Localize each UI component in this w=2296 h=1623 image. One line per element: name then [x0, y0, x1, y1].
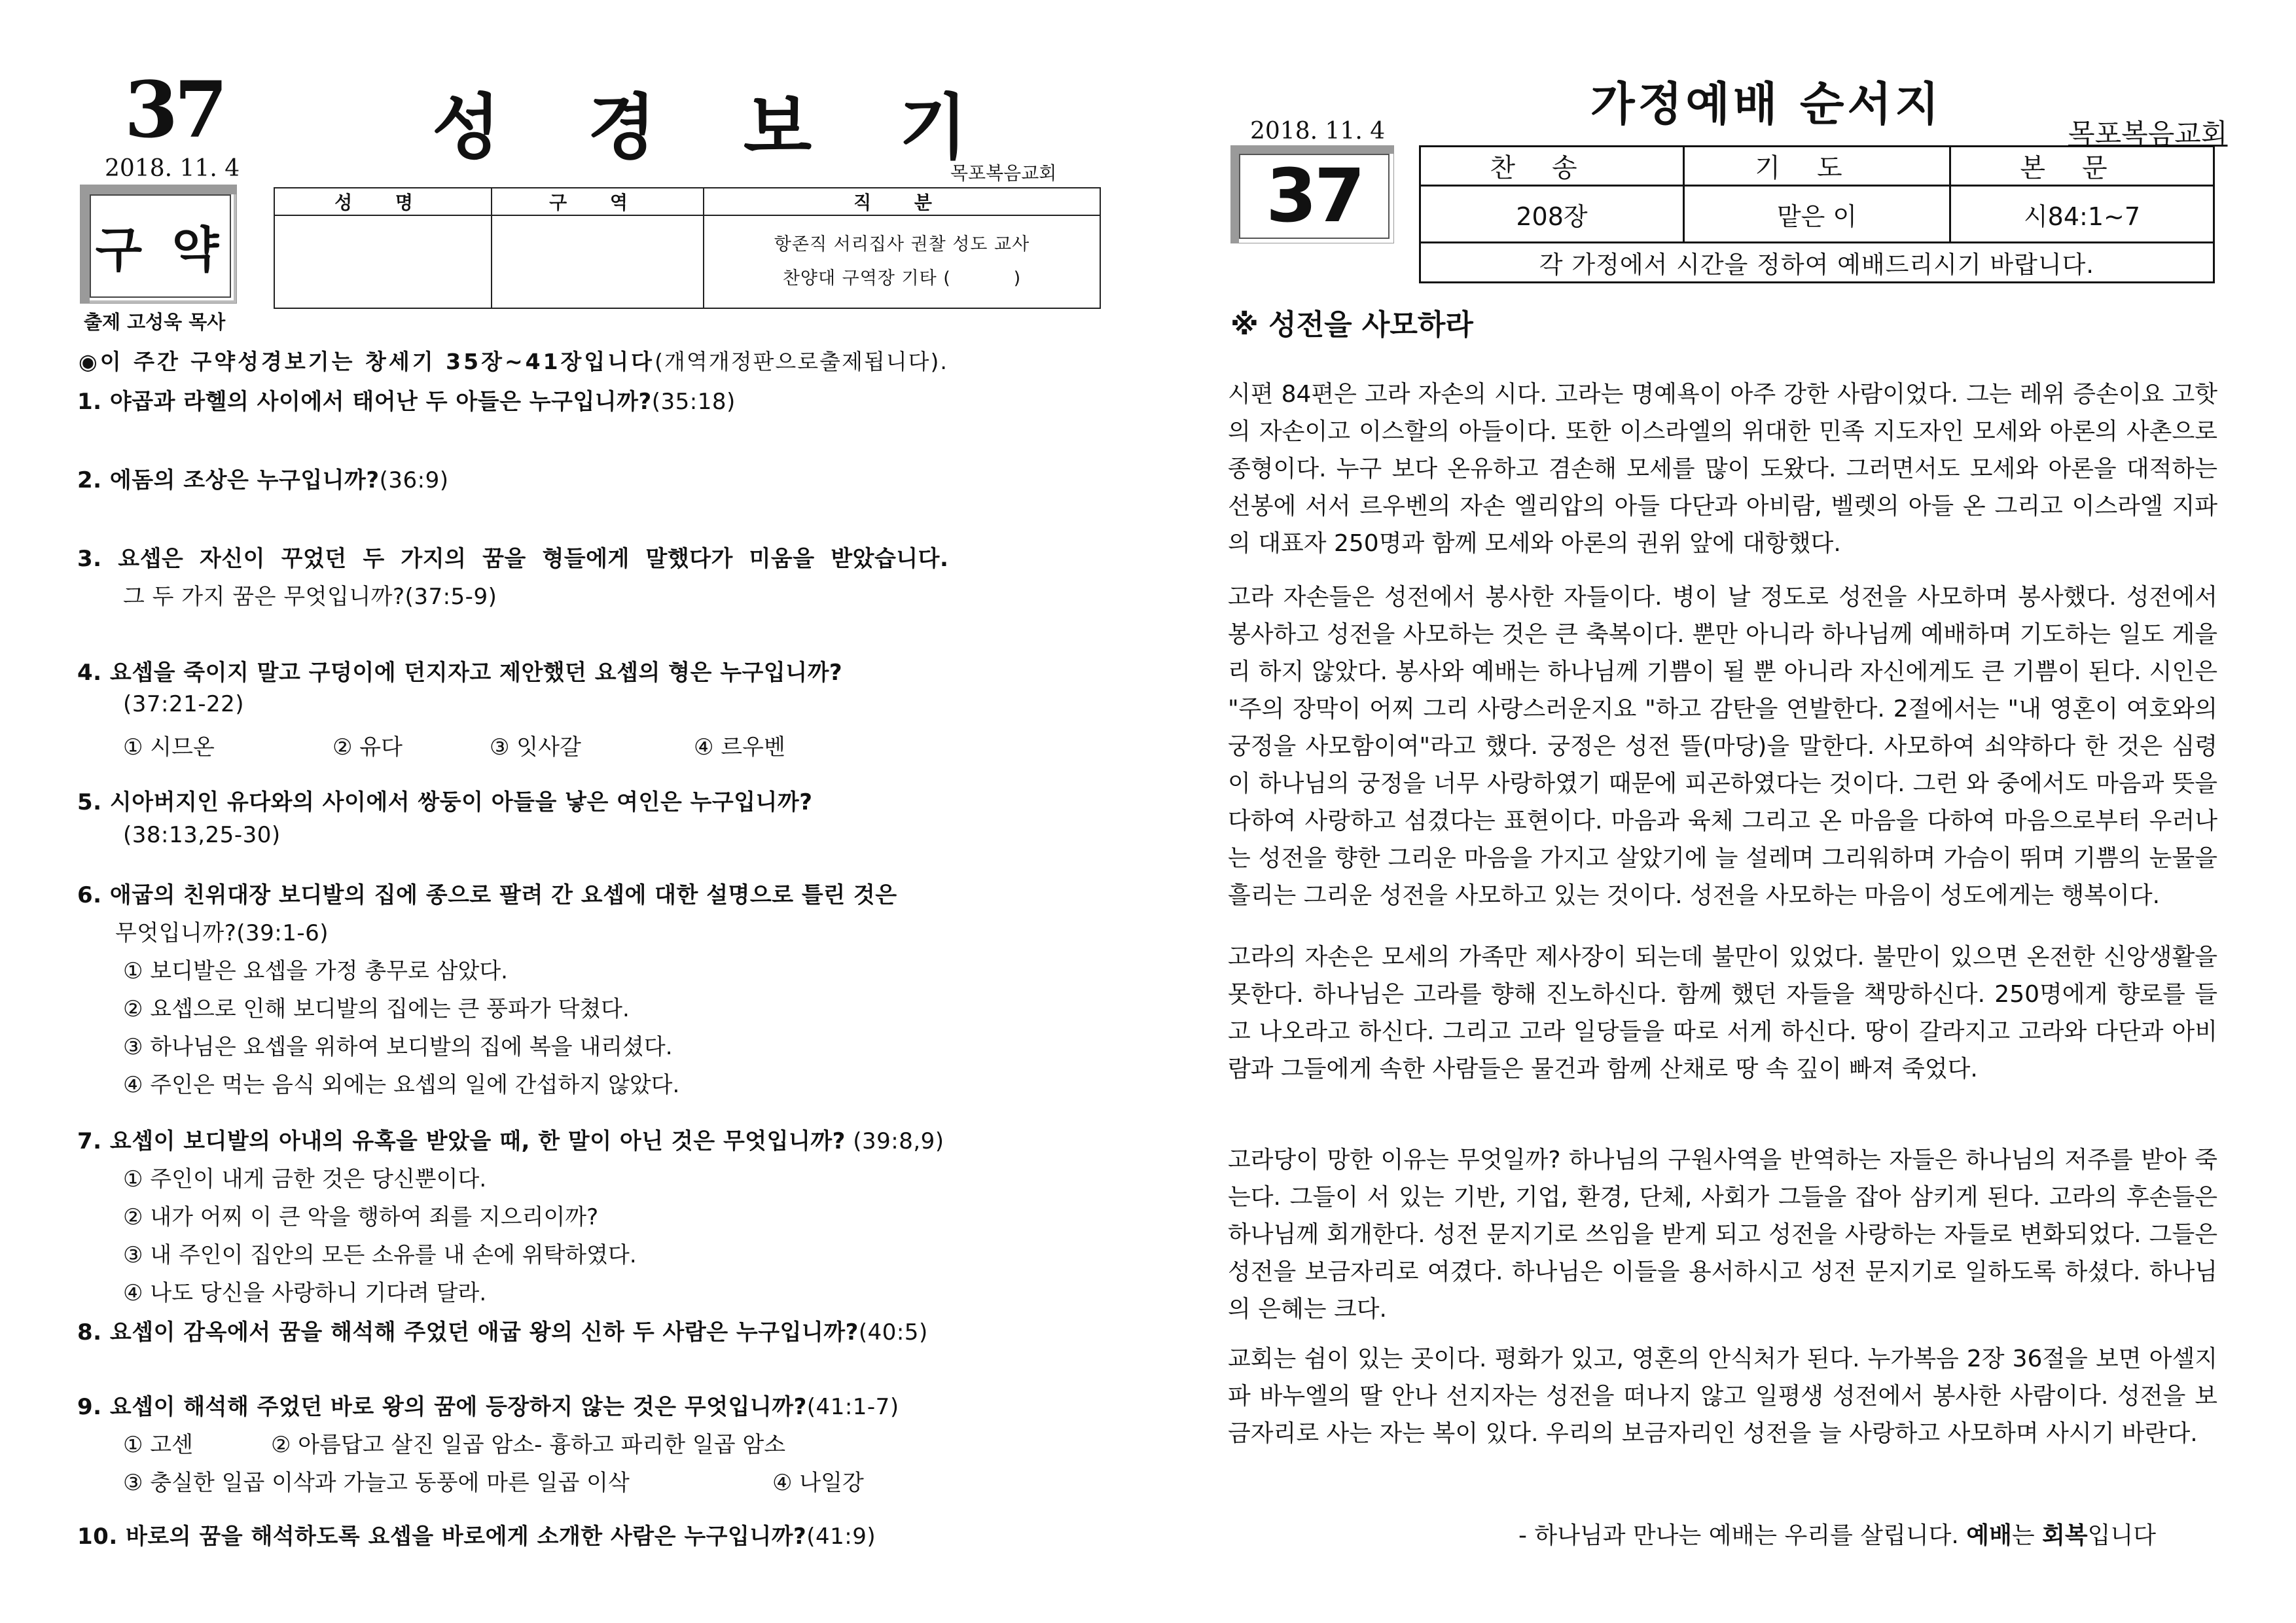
question-4: 4. 요셉을 죽이지 말고 구덩이에 던지자고 제안했던 요셉의 형은 누구입니까?	[77, 660, 843, 686]
question-10-text: 10. 바로의 꿈을 해석하도록 요셉을 바로에게 소개한 사람은 누구입니까?	[77, 1524, 807, 1550]
right-issue-badge	[1230, 145, 1394, 243]
sermon-paragraph-3: 고라의 자손은 모세의 가족만 제사장이 되는데 불만이 있었다. 불만이 있으면 온전한 신앙생활을 못한다. 하나님은 고라를 향해 진노하신다. 함께 했던 자들을 책망하신다. 250명에게 향로를 들고 나오라고 하신다. 그리고 고라 일당들을 따로 서게 하신다. 땅이 갈라지고 고라와 다단과 아비람과 그들에게 속한 사람들은 물건과 함께 산채로 땅 속 깊이 빠져 죽었다.	[1228, 944, 2217, 1082]
weekly-intro-note: (개역개정판으로출제됩니다).	[655, 349, 948, 374]
left-issue-number: 37	[124, 64, 224, 155]
prayer-value: 맡은 이	[1684, 186, 1950, 243]
question-6-option-2[interactable]: ② 요셉으로 인해 보디발의 집에는 큰 풍파가 닥쳤다.	[123, 996, 630, 1022]
old-testament-badge-label: 구 약	[90, 194, 231, 298]
question-4-option-3[interactable]: ③ 잇사갈	[490, 734, 581, 760]
weekly-intro-text: ◉이 주간 구약성경보기는 창세기 35장~41장입니다	[79, 349, 655, 374]
position-options[interactable]	[704, 215, 1100, 308]
quiz-author: 출제 고성욱 목사	[84, 311, 226, 333]
question-1	[77, 383, 736, 416]
closing-text-e: 입니다	[2087, 1522, 2156, 1549]
worship-note: 각 가정에서 시간을 정하여 예배드리시기 바랍니다.	[1420, 243, 2214, 283]
question-7-option-1[interactable]: ① 주인이 내게 금한 것은 당신뿐이다.	[123, 1166, 487, 1192]
question-7-option-2[interactable]: ② 내가 어찌 이 큰 악을 행하여 죄를 지으리이까?	[123, 1204, 599, 1230]
question-9	[77, 1389, 899, 1421]
question-10-ref: (41:9)	[806, 1524, 876, 1550]
question-6-line2: 무엇입니까?(39:1-6)	[115, 920, 329, 946]
question-9-option-4[interactable]: ④ 나일강	[772, 1470, 864, 1496]
scripture-value: 시84:1~7	[1950, 186, 2214, 243]
worship-order-table	[1419, 145, 2215, 283]
left-church-name: 목포복음교회	[950, 162, 1057, 184]
old-testament-badge	[80, 185, 237, 304]
question-5: 5. 시아버지인 유다와의 사이에서 쌍둥이 아들을 낳은 여인은 누구입니까?	[77, 789, 813, 815]
question-6-option-1[interactable]: ① 보디발은 요셉을 가정 총무로 삼았다.	[123, 958, 508, 984]
weekly-intro	[79, 345, 948, 376]
question-3-line2: 그 두 가지 꿈은 무엇입니까?(37:5-9)	[123, 584, 497, 610]
question-3: 3. 요셉은 자신이 꾸었던 두 가지의 꿈을 형들에게 말했다가 미움을 받았습니다.	[77, 546, 949, 572]
sermon-paragraph-5: 교회는 쉼이 있는 곳이다. 평화가 있고, 영혼의 안식처가 된다. 누가복음 2장 36절을 보면 아셀지파 바누엘의 딸 안나 선지자는 성전을 떠나지 않고 일평생 성전에서 봉사한 사람이다. 성전을 보금자리로 사는 자는 복이 있다. 우리의 보금자리인 성전을 늘 사랑하고 사모하며 사시기 바란다.	[1228, 1346, 2217, 1447]
sermon-paragraph-2: 고라 자손들은 성전에서 봉사한 자들이다. 병이 날 정도로 성전을 사모하며 봉사했다. 성전에서 봉사하고 성전을 사모하는 것은 큰 축복이다. 뿐만 아니라 하나님께 예배하며 기도하는 일도 게을리 하지 않았다. 봉사와 예배는 하나님께 기쁨이 될 뿐 아니라 자신에게도 큰 기쁨이 된다. 시인은 "주의 장막이 어찌 그리 사랑스러운지요 "하고 감탄을 연발한다. 2절에서는 "내 영혼이 여호와의 궁정을 사모함이여"라고 했다. 궁정은 성전 뜰(마당)을 말한다. 사모하여 쇠약하다 한 것은 심령이 하나님의 궁정을 너무 사랑하였기 때문에 피곤하였다는 것이다. 그런 와 중에서도 마음과 뜻을 다하여 사랑하고 섬겼다는 표현이다. 마음과 육체 그리고 온 마음을 다하여 마음으로부터 우러나는 성전을 향한 그리운 마음을 가지고 살았기에 늘 설레며 그리워하며 가슴이 뛰며 기쁨의 눈물을 흘리는 그리운 성전을 사모하고 있는 것이다. 성전을 사모하는 마음이 성도에게는 행복이다.	[1228, 584, 2217, 909]
position-options-line2: 찬양대 구역장 기타 ( )	[782, 268, 1022, 289]
question-2-ref: (36:9)	[379, 467, 449, 493]
left-page-title: 성 경 보 기	[432, 87, 999, 169]
question-6: 6. 애굽의 친위대장 보디발의 집에 종으로 팔려 간 요셉에 대한 설명으로 틀린 것은	[77, 882, 897, 908]
question-4-option-1[interactable]: ① 시므온	[123, 734, 215, 760]
position-header: 직 분	[704, 188, 1100, 215]
closing-text-a: - 하나님과 만나는 예배는 우리를 살립니다.	[1518, 1522, 1967, 1549]
question-8-text: 8. 요셉이 감옥에서 꿈을 해석해 주었던 애굽 왕의 신하 두 사람은 누구입니까?	[77, 1319, 859, 1346]
question-9-text: 9. 요셉이 해석해 주었던 바로 왕의 꿈에 등장하지 않는 것은 무엇입니까?	[77, 1394, 807, 1420]
right-issue-number: 37	[1239, 154, 1390, 239]
question-5-ref: (38:13,25-30)	[123, 822, 281, 848]
sermon-paragraph-4: 고라당이 망한 이유는 무엇일까? 하나님의 구원사역을 반역하는 자들은 하나님의 저주를 받아 죽는다. 그들이 서 있는 기반, 기업, 환경, 단체, 사회가 그들을 잡아 삼키게 된다. 고라의 후손들은 하나님께 회개한다. 성전 문지기로 쓰임을 받게 되고 성전을 사랑하는 자들로 변화되었다. 그들은 성전을 보금자리로 여겼다. 하나님은 이들을 용서하시고 성전 문지기로 일하도록 하셨다. 하나님의 은혜는 크다.	[1228, 1147, 2217, 1323]
question-10	[77, 1518, 876, 1550]
left-date: 2018. 11. 4	[105, 155, 240, 182]
question-9-option-2[interactable]: ② 아름답고 살진 일곱 암소- 흉하고 파리한 일곱 암소	[271, 1432, 786, 1458]
participant-info-table	[274, 187, 1101, 309]
sermon-paragraph-1: 시편 84편은 고라 자손의 시다. 고라는 명예욕이 아주 강한 사람이었다. 그는 레위 증손이요 고핫의 자손이고 이스할의 아들이다. 또한 이스라엘의 위대한 민족 지도자인 모세와 아론의 사촌으로 종형이다. 누구 보다 온유하고 겸손해 모세를 많이 도왔다. 그러면서도 모세와 아론을 대적하는 선봉에 서서 르우벤의 자손 엘리압의 아들 다단과 아비람, 벨렛의 아들 온 그리고 이스라엘 지파의 대표자 250명과 함께 모세와 아론의 권위 앞에 대항했다.	[1228, 381, 2217, 557]
question-8-ref: (40:5)	[858, 1319, 928, 1346]
sermon-title: ※ 성전을 사모하라	[1230, 308, 1473, 342]
question-4-ref: (37:21-22)	[123, 691, 245, 717]
closing-line	[1518, 1517, 2156, 1550]
right-church-name: 목포복음교회	[2068, 118, 2228, 150]
right-date: 2018. 11. 4	[1250, 118, 1386, 145]
district-field[interactable]	[492, 215, 704, 308]
position-options-line1: 항존직 서리집사 권찰 성도 교사	[774, 234, 1030, 255]
closing-text-c: 는	[2011, 1522, 2043, 1549]
question-1-ref: (35:18)	[651, 389, 736, 415]
hymn-header: 찬송	[1420, 147, 1684, 186]
question-9-ref: (41:1-7)	[806, 1394, 899, 1420]
question-9-option-3[interactable]: ③ 충실한 일곱 이삭과 가늘고 동풍에 마른 일곱 이삭	[123, 1470, 630, 1496]
district-header: 구 역	[492, 188, 704, 215]
question-2-text: 2. 에돔의 조상은 누구입니까?	[77, 467, 380, 493]
question-2	[77, 462, 448, 494]
name-header: 성 명	[274, 188, 492, 215]
prayer-header: 기도	[1684, 147, 1950, 186]
question-7-option-4[interactable]: ④ 나도 당신을 사랑하니 기다려 달라.	[123, 1280, 487, 1306]
question-1-text: 1. 야곱과 라헬의 사이에서 태어난 두 아들은 누구입니까?	[77, 389, 652, 415]
question-7-ref: (39:8,9)	[845, 1128, 944, 1154]
question-7-option-3[interactable]: ③ 내 주인이 집안의 모든 소유를 내 손에 위탁하였다.	[123, 1242, 637, 1268]
question-6-option-3[interactable]: ③ 하나님은 요셉을 위하여 보디발의 집에 복을 내리셨다.	[123, 1034, 673, 1060]
question-7	[77, 1123, 944, 1155]
scripture-header: 본문	[1950, 147, 2214, 186]
question-9-option-1[interactable]: ① 고센	[123, 1432, 193, 1458]
closing-text-worship: 예배	[1966, 1522, 2012, 1549]
closing-text-recovery: 회복	[2042, 1522, 2088, 1549]
hymn-value: 208장	[1420, 186, 1684, 243]
right-page-title: 가정예배 순서지	[1590, 77, 1943, 131]
question-4-option-2[interactable]: ② 유다	[332, 734, 403, 760]
question-8	[77, 1314, 928, 1346]
question-4-option-4[interactable]: ④ 르우벤	[694, 734, 785, 760]
question-7-text: 7. 요셉이 보디발의 아내의 유혹을 받았을 때, 한 말이 아닌 것은 무엇입니까?	[77, 1128, 846, 1154]
question-6-option-4[interactable]: ④ 주인은 먹는 음식 외에는 요셉의 일에 간섭하지 않았다.	[123, 1072, 680, 1098]
name-field[interactable]	[274, 215, 492, 308]
